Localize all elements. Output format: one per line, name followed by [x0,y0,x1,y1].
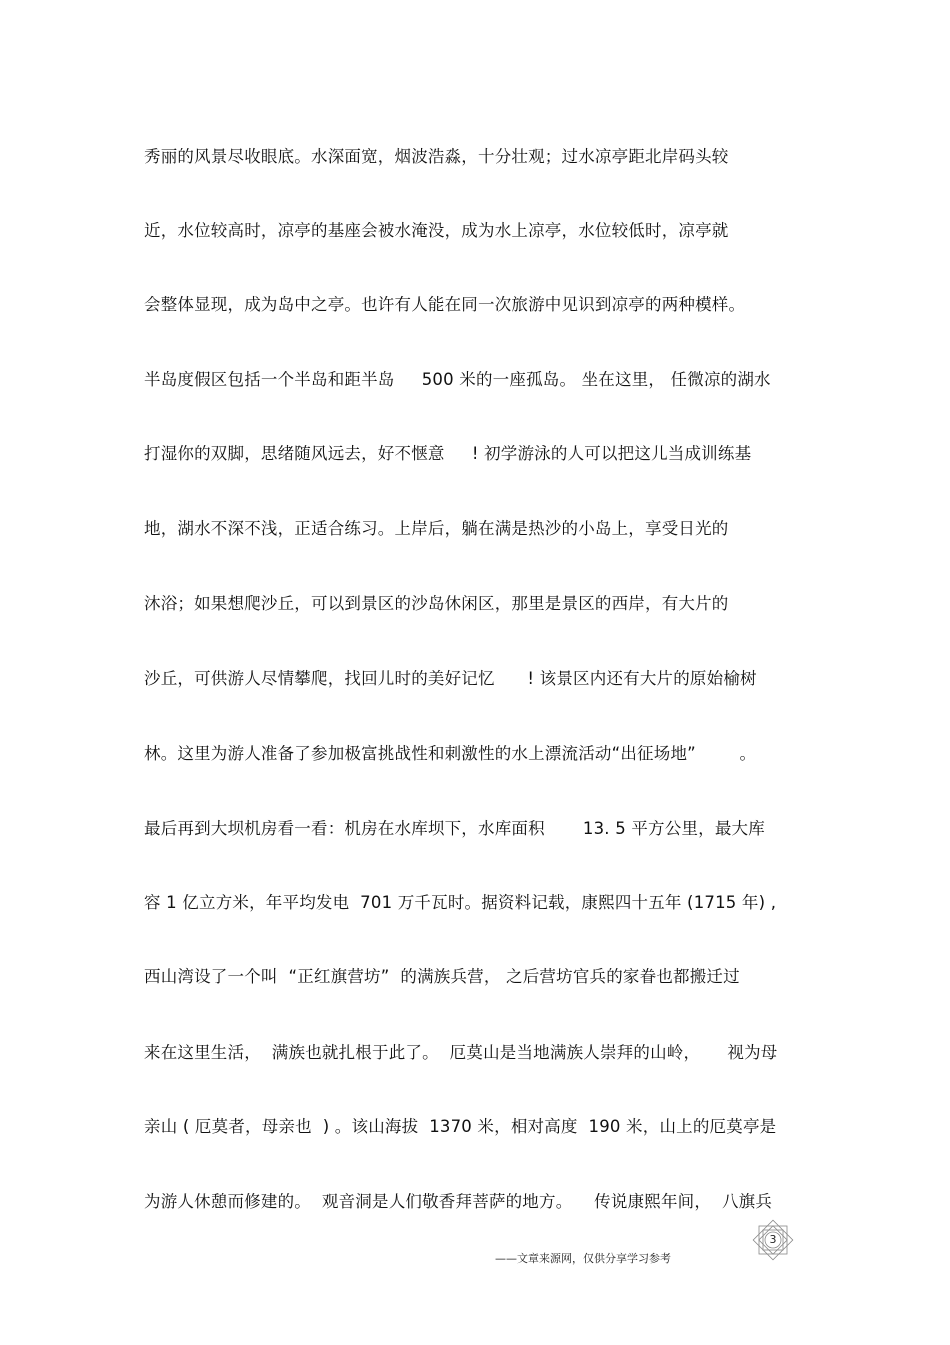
text-line: 容 1 亿立方米，年平均发电 701 万千瓦时。据资料记载，康熙四十五年 (1715 年) , [144,893,777,912]
text-line: 沐浴；如果想爬沙丘，可以到景区的沙岛休闲区，那里是景区的西岸，有大片的 [144,594,729,613]
text-line: 林。这里为游人准备了参加极富挑战性和刺激性的水上漂流活动“出征场地” 。 [144,744,757,763]
text-line: 为游人休憩而修建的。 观音洞是人们敬香拜菩萨的地方。 传说康熙年间， 八旗兵 [144,1192,773,1211]
page-number-badge [750,1217,800,1267]
text-line: 亲山 ( 厄莫者，母亲也 ) 。该山海拔 1370 米，相对高度 190 米，山上的厄莫亭是 [144,1117,777,1136]
footer-source-note: ——文章来源网，仅供分享学习参考 [495,1252,671,1265]
text-line: 秀丽的风景尽收眼底。水深面宽，烟波浩淼，十分壮观；过水凉亭距北岸码头较 [144,147,729,166]
text-line: 西山湾设了一个叫 “正红旗营坊” 的满族兵营， 之后营坊官兵的家眷也都搬迁过 [144,967,740,986]
text-line: 近，水位较高时，凉亭的基座会被水淹没，成为水上凉亭，水位较低时，凉亭就 [144,221,729,240]
text-line: 会整体显现，成为岛中之亭。也许有人能在同一次旅游中见识到凉亭的两种模样。 [144,295,746,314]
page-number: 3 [769,1233,777,1246]
text-line: 半岛度假区包括一个半岛和距半岛 500 米的一座孤岛。 坐在这里， 任微凉的湖水 [144,370,771,389]
text-line: 打湿你的双脚，思绪随风远去，好不惬意 ! 初学游泳的人可以把这儿当成训练基 [144,444,752,463]
text-line: 沙丘，可供游人尽情攀爬，找回儿时的美好记忆 ! 该景区内还有大片的原始榆树 [144,669,757,688]
text-line: 来在这里生活， 满族也就扎根于此了。 厄莫山是当地满族人崇拜的山岭， 视为母 [144,1043,778,1062]
text-line: 地，湖水不深不浅，正适合练习。上岸后，躺在满是热沙的小岛上，享受日光的 [144,519,729,538]
text-line: 最后再到大坝机房看一看：机房在水库坝下，水库面积 13. 5 平方公里，最大库 [144,819,765,838]
